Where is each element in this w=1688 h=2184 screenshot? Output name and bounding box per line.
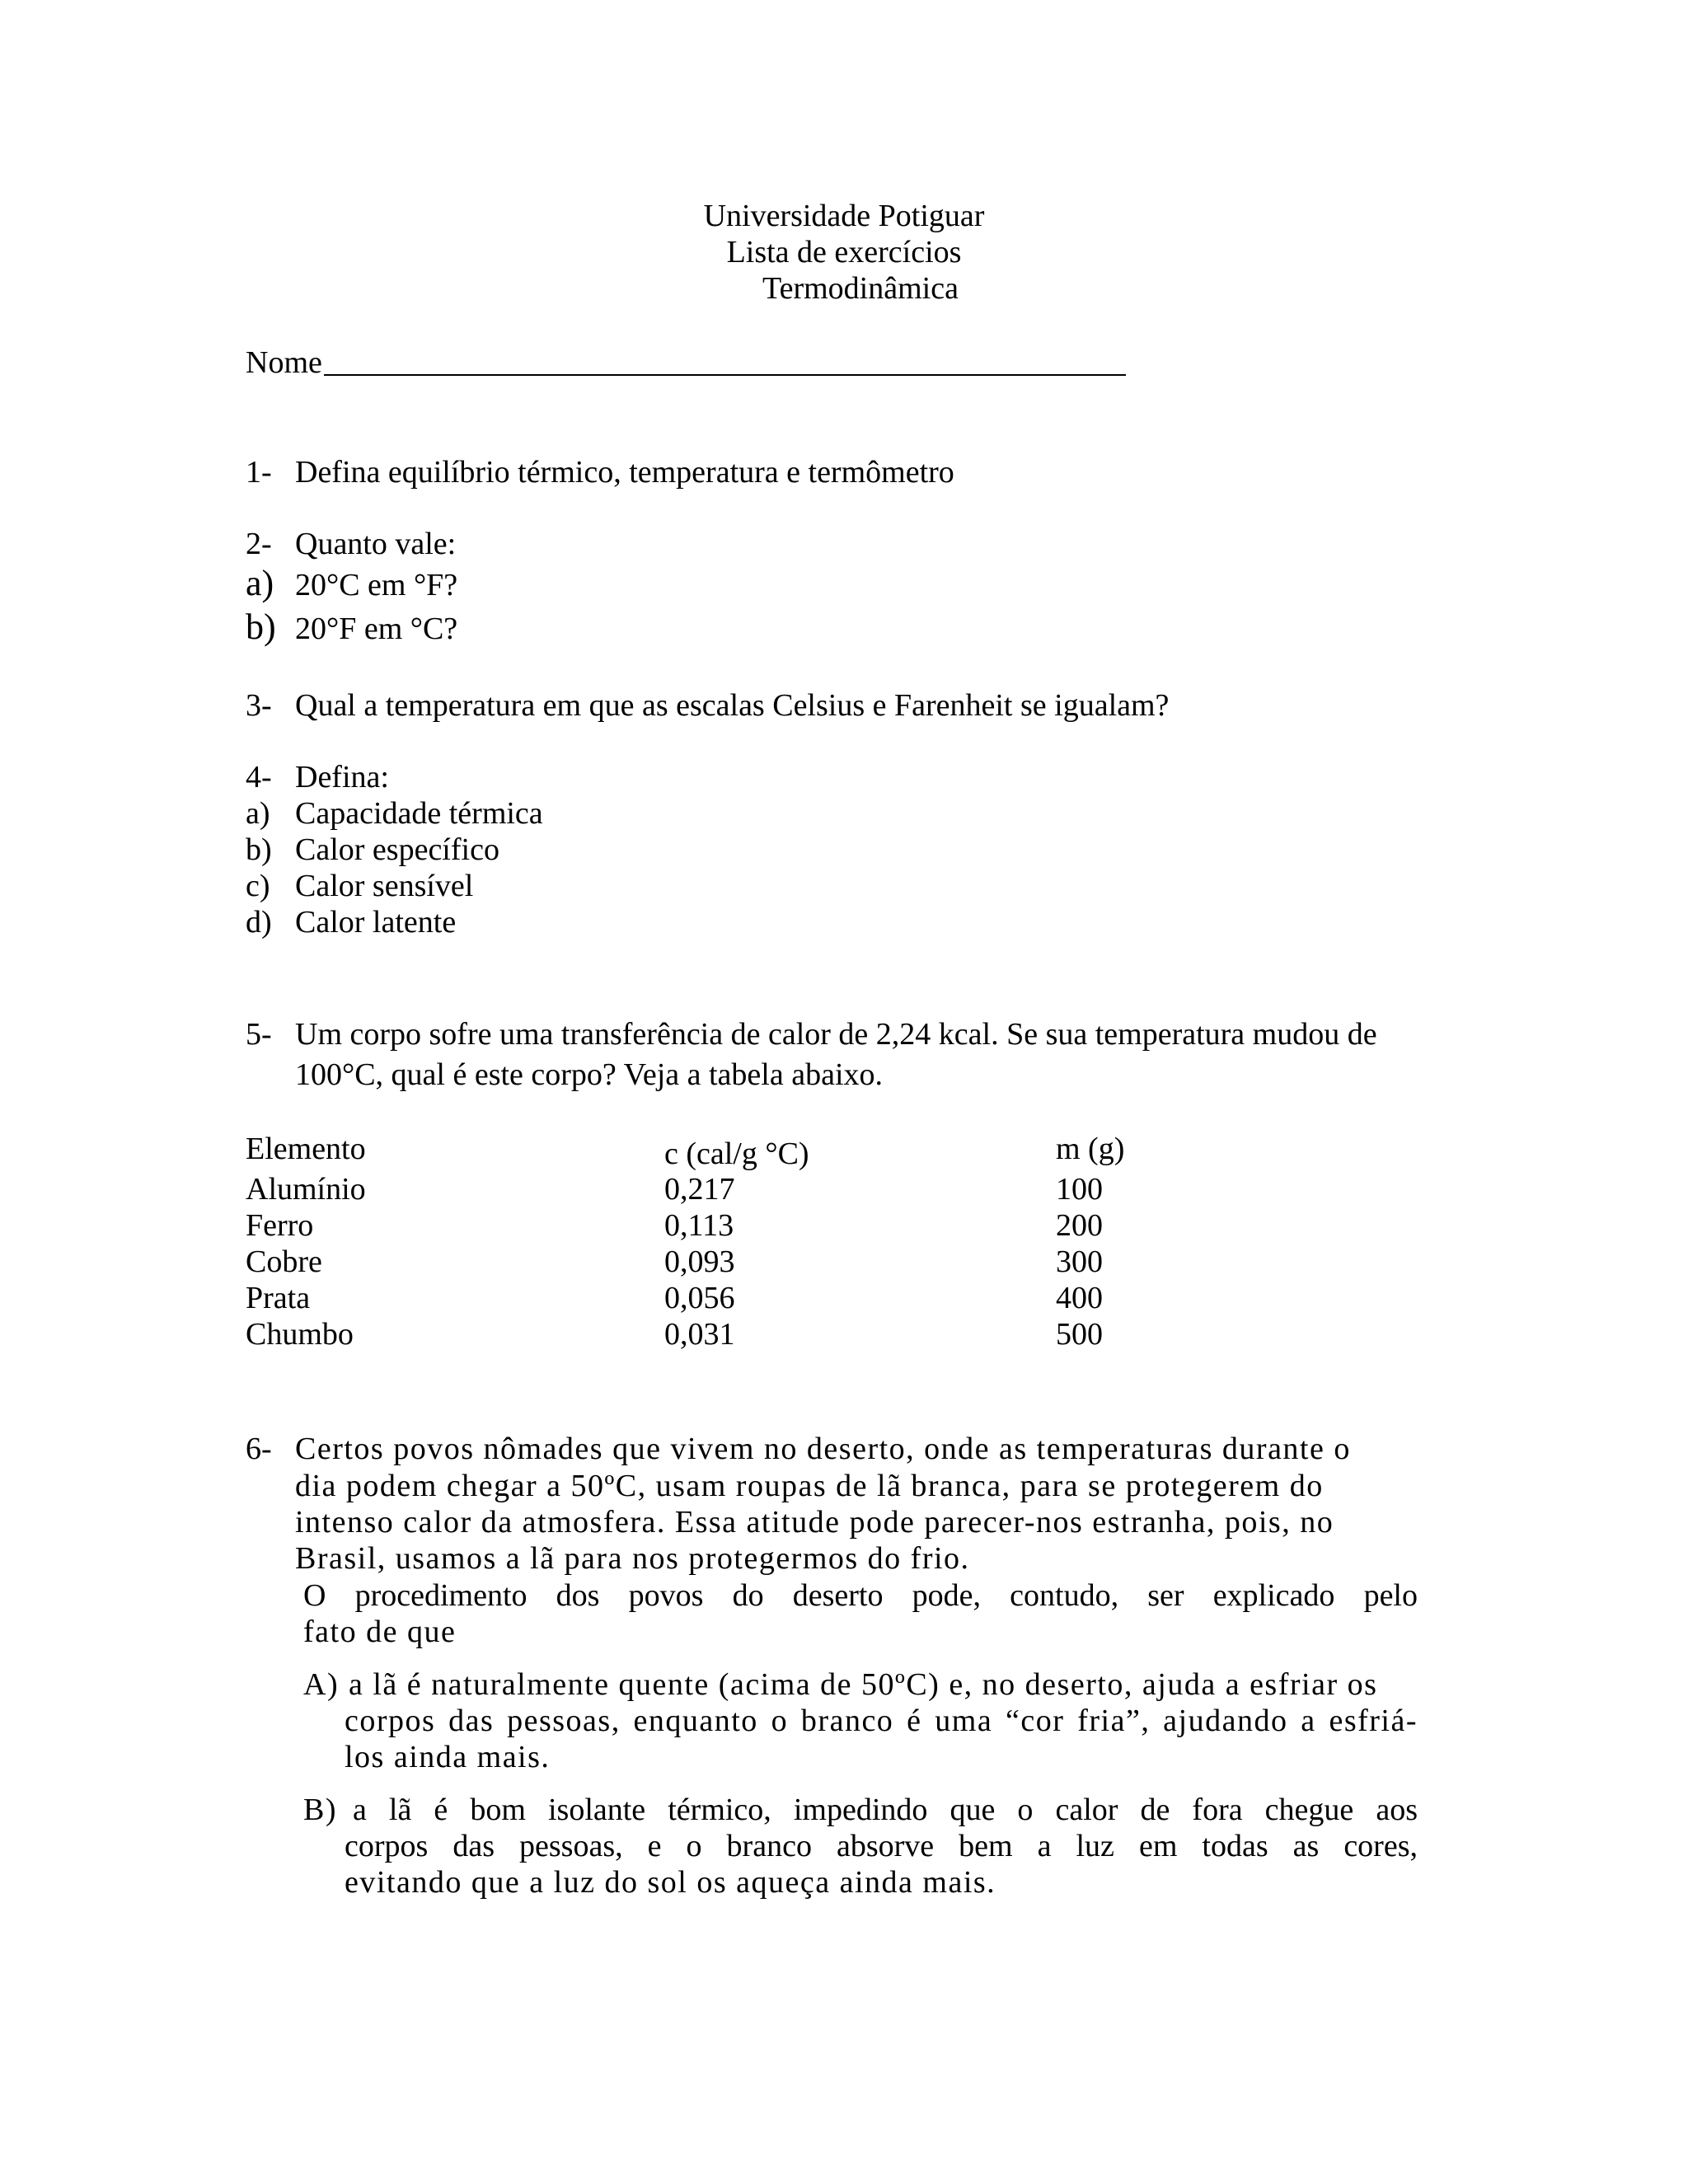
table-cell-m: 200 <box>1056 1208 1103 1243</box>
table-cell-c: 0,093 <box>664 1244 735 1279</box>
q3-number: 3- <box>246 688 272 723</box>
table-cell-element: Cobre <box>246 1244 322 1279</box>
table-header-c: c (cal/g °C) <box>664 1137 809 1171</box>
q4-item-a-text: Capacidade térmica <box>295 796 543 831</box>
table-cell-m: 500 <box>1056 1317 1103 1352</box>
option-b-line: a lã é bom isolante térmico, impedindo que o calor de fora chegue aos <box>353 1793 1418 1827</box>
option-a-line: corpos das pessoas, enquanto o branco é uma “cor fria”, ajudando a esfriá- <box>345 1704 1418 1738</box>
q6-line: dia podem chegar a 50ºC, usam roupas de lã branca, para se protegerem do <box>295 1469 1324 1503</box>
table-cell-c: 0,113 <box>664 1208 734 1243</box>
q4-item-d-text: Calor latente <box>295 905 457 940</box>
q2-item-a-text: 20°C em °F? <box>295 568 458 602</box>
q6-line: Certos povos nômades que vivem no deserto, onde as temperaturas durante o <box>295 1432 1351 1466</box>
q4-text: Defina: <box>295 760 389 794</box>
q6-line: Brasil, usamos a lã para nos protegermos do frio. <box>295 1541 970 1576</box>
q2-item-b-letter: b) <box>246 607 276 647</box>
list-title: Lista de exercícios <box>726 235 962 269</box>
option-b-letter: B) <box>303 1793 337 1827</box>
q6-procedure-line: fato de que <box>303 1615 457 1649</box>
table-cell-c: 0,217 <box>664 1172 735 1207</box>
table-cell-element: Chumbo <box>246 1317 354 1352</box>
q1-text: Defina equilíbrio térmico, temperatura e termômetro <box>295 455 954 490</box>
q4-item-b-text: Calor específico <box>295 832 499 867</box>
q2-text: Quanto vale: <box>295 527 457 561</box>
option-a-letter: A) <box>303 1667 340 1702</box>
q6-procedure-line: O procedimento dos povos do deserto pode, contudo, ser explicado pelo <box>303 1578 1418 1613</box>
q5-line-2: 100°C, qual é este corpo? Veja a tabela abaixo. <box>295 1057 884 1092</box>
q5-number: 5- <box>246 1017 272 1052</box>
option-a-line: a lã é naturalmente quente (acima de 50ºC) e, no deserto, ajuda a esfriar os <box>349 1667 1378 1702</box>
q2-item-a-letter: a) <box>246 563 274 603</box>
table-cell-element: Ferro <box>246 1208 314 1243</box>
table-cell-m: 400 <box>1056 1281 1103 1315</box>
table-header-m: m (g) <box>1056 1132 1125 1166</box>
q4-number: 4- <box>246 760 272 794</box>
table-cell-element: Alumínio <box>246 1172 366 1207</box>
option-b-line: corpos das pessoas, e o branco absorve bem a luz em todas as cores, <box>345 1829 1418 1863</box>
q4-item-a-letter: a) <box>246 796 270 831</box>
university-title: Universidade Potiguar <box>703 199 985 233</box>
q5-line-1: Um corpo sofre uma transferência de calor de 2,24 kcal. Se sua temperatura mudou de <box>295 1017 1377 1052</box>
q2-item-b-text: 20°F em °C? <box>295 612 458 646</box>
table-header-element: Elemento <box>246 1132 366 1166</box>
option-a-line: los ainda mais. <box>345 1740 551 1774</box>
table-cell-element: Prata <box>246 1281 311 1315</box>
q6-number: 6- <box>246 1432 272 1466</box>
q1-number: 1- <box>246 455 272 490</box>
q4-item-c-text: Calor sensível <box>295 869 474 903</box>
q4-item-b-letter: b) <box>246 832 272 867</box>
q6-line: intenso calor da atmosfera. Essa atitude pode parecer-nos estranha, pois, no <box>295 1505 1334 1540</box>
name-underline <box>324 374 1126 376</box>
name-label: Nome <box>246 345 322 380</box>
table-cell-m: 100 <box>1056 1172 1103 1207</box>
table-cell-c: 0,056 <box>664 1281 735 1315</box>
q4-item-d-letter: d) <box>246 905 272 940</box>
table-cell-c: 0,031 <box>664 1317 735 1352</box>
subject-title: Termodinâmica <box>762 271 959 306</box>
q3-text: Qual a temperatura em que as escalas Celsius e Farenheit se igualam? <box>295 688 1170 723</box>
option-b-line: evitando que a luz do sol os aqueça ainda mais. <box>345 1865 996 1900</box>
q2-number: 2- <box>246 527 272 561</box>
q4-item-c-letter: c) <box>246 869 270 903</box>
table-cell-m: 300 <box>1056 1244 1103 1279</box>
